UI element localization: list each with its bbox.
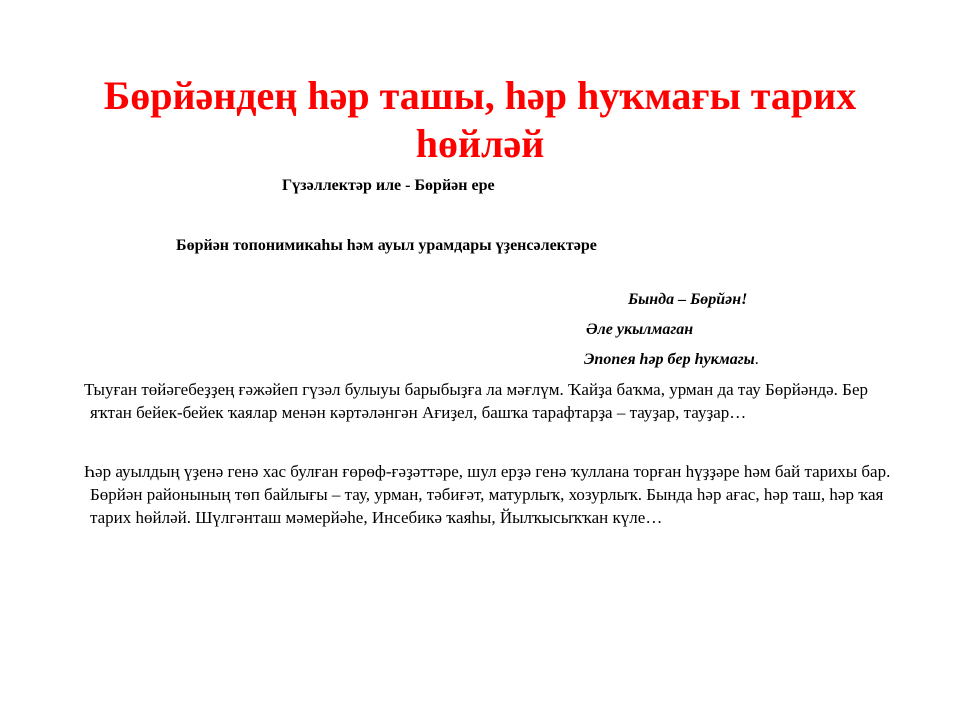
poem-line-2: Әле укылмаган xyxy=(586,321,694,338)
poem-line-3-period: . xyxy=(754,351,759,368)
poem-line-3 xyxy=(584,350,759,370)
slide-title: Бөрйәндең һәр ташы, һәр һуҡмағы тарих һөйләй xyxy=(103,73,857,166)
subtitle: Гүзәллектәр иле - Бөрйән ере xyxy=(282,177,495,194)
paragraph-villages: Һәр ауылдың үҙенә генә хас булған ғөрөф-ғәҙәттәре, шул ерҙә генә ҡуллана торған һүҙҙәре һәм бай тарихы бар. Бөрйән районының төп байлығы – тау, урман, тәбиғәт, матурлыҡ, хозурлыҡ. Бында һәр ағас, һәр таш, һәр ҡая тарих һөйләй. Шүлгәнташ мәмерйәһе, Инсебикә ҡаяһы, Йылҡысыҡҡан күле… xyxy=(84,462,891,527)
poem-line-1: Бында – Бөрйән! xyxy=(628,291,748,308)
poem-line-3-text: Эпопея һәр бер һукмагы xyxy=(584,351,755,368)
paragraph-nature: Тыуған төйәгебеҙҙең ғәжәйеп гүзәл булыуы барыбыҙға ла мәғлүм. Ҡайҙа баҡма, урман да тау Бөрйәндә. Бер яҡтан бейек-бейек ҡаялар менән кәртәләнгән Ағиҙел, башҡа тарафтарҙа – тауҙар, тауҙар… xyxy=(84,380,868,422)
subtitle-toponymy: Бөрйән топонимикаһы һәм ауыл урамдары үҙенсәлектәре xyxy=(176,237,597,254)
